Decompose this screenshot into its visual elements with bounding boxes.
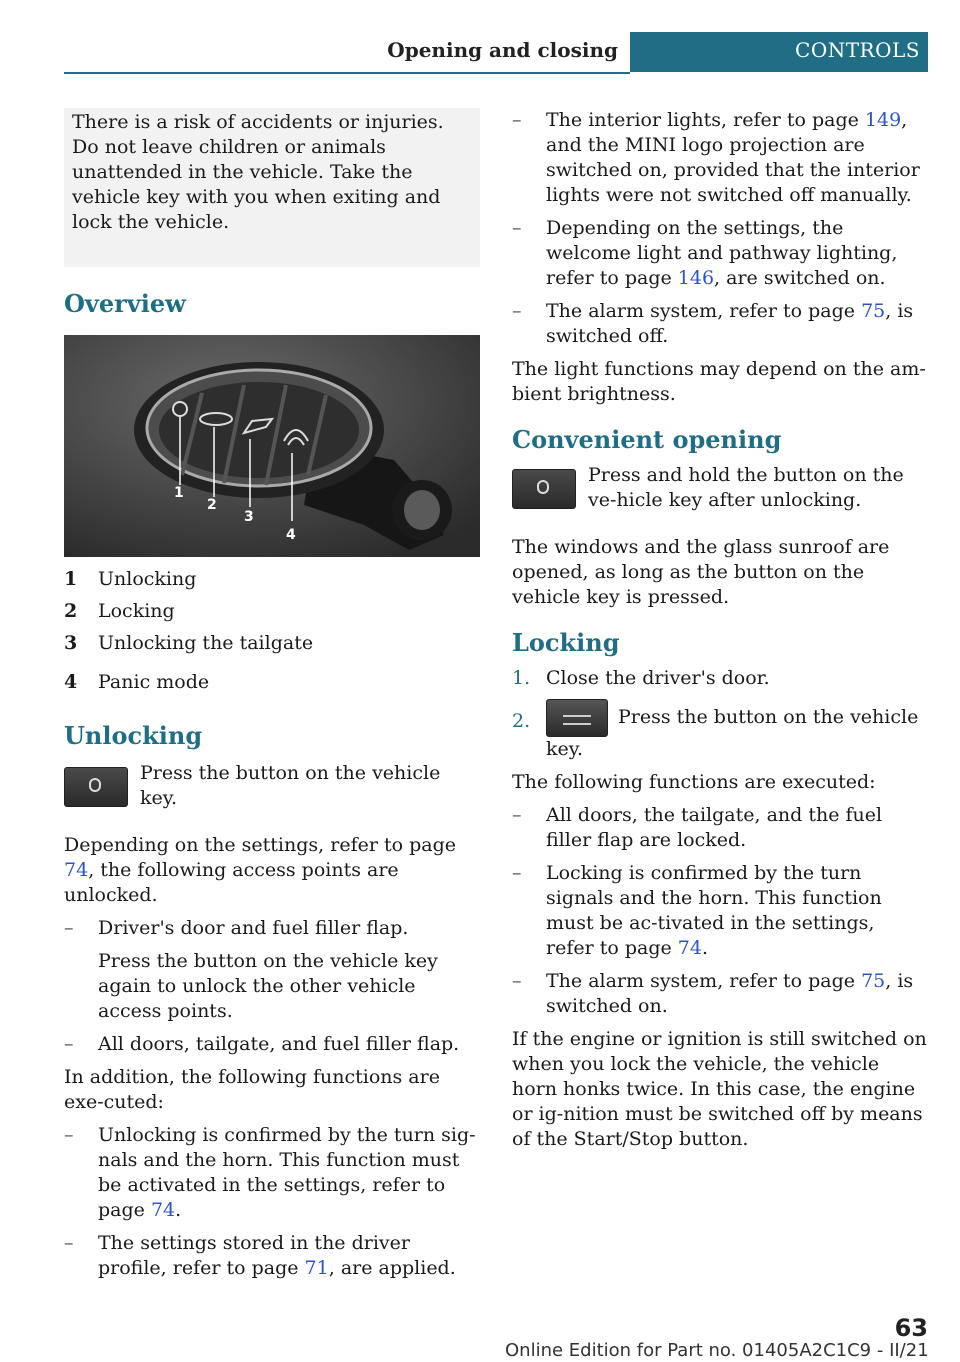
text: . <box>175 1199 182 1221</box>
step-text: Press the button on the vehicle key. <box>546 706 919 760</box>
dash-bullet: – <box>512 300 522 322</box>
text: , are applied. <box>328 1257 456 1279</box>
unlock-key-button-icon <box>64 767 128 807</box>
list-item <box>512 803 928 853</box>
callout-4: 4 <box>286 527 296 543</box>
list-item <box>512 108 928 208</box>
dash-bullet: – <box>512 804 522 826</box>
unlock-button-row <box>64 761 480 827</box>
warning-text: There is a risk of accidents or injuries. Do not leave children or animals unattended in the vehicle. Take the vehicle key with you when exiting and lock the vehicle. <box>72 111 444 233</box>
text: Depending on the settings, refer to page <box>64 834 456 856</box>
text: The alarm system, refer to page <box>546 970 862 992</box>
dash-bullet: – <box>64 1232 74 1254</box>
text: , the following access points are unlocked. <box>64 859 399 906</box>
list-item <box>64 1032 480 1057</box>
step-item <box>512 699 928 762</box>
step-item <box>512 666 928 691</box>
legend-label: Panic mode <box>98 671 210 693</box>
executed-functions-paragraph: The following functions are executed: <box>512 771 876 793</box>
list-item <box>512 299 928 349</box>
text: The alarm system, refer to page <box>546 300 862 322</box>
convenient-paragraph: The windows and the glass sunroof are opened, as long as the button on the vehicle key is pressed. <box>512 536 890 608</box>
legend-number: 4 <box>64 671 78 693</box>
legend-list <box>64 567 480 695</box>
dash-bullet: – <box>64 1033 74 1055</box>
list-item-text <box>98 1231 480 1281</box>
warning-box <box>64 108 480 267</box>
lock-open-icon <box>89 778 101 792</box>
lock-key-button-icon <box>546 699 608 737</box>
dash-bullet: – <box>512 970 522 992</box>
page-link[interactable]: 75 <box>861 970 886 992</box>
list-item <box>64 1123 480 1223</box>
locking-heading: Locking <box>512 628 620 657</box>
callout-3: 3 <box>244 509 254 525</box>
lock-open-icon <box>537 480 549 494</box>
legend-number: 1 <box>64 568 78 590</box>
header-bar <box>64 32 630 74</box>
page-link[interactable]: 74 <box>677 937 702 959</box>
list-item-text <box>546 108 928 208</box>
step-number: 1. <box>512 667 531 689</box>
text: Depending on the settings, the welcome light and pathway lighting, refer to page <box>546 217 898 289</box>
list-item-text <box>98 1123 480 1223</box>
additional-functions-paragraph: In addition, the following functions are exe‐cuted: <box>64 1066 440 1113</box>
page-link[interactable]: 149 <box>864 109 902 131</box>
chapter-title: Opening and closing <box>387 38 618 62</box>
text: Locking is confirmed by the turn signals and the horn. This function must be ac‐tivated in the settings, refer to page <box>546 862 882 959</box>
dash-bullet: – <box>64 917 74 939</box>
legend-item <box>64 631 480 656</box>
text: Unlocking is confirmed by the turn sig‐nals and the horn. This function must be activated in the settings, refer to page <box>98 1124 476 1221</box>
legend-label: Unlocking the tailgate <box>98 632 314 654</box>
legend-item <box>64 567 480 592</box>
step-number: 2. <box>512 710 531 732</box>
convenient-button-row <box>512 463 928 529</box>
page-link[interactable]: 75 <box>861 300 886 322</box>
list-item-text <box>546 969 928 1019</box>
list-item <box>512 216 928 291</box>
callout-1: 1 <box>174 485 184 501</box>
dash-bullet: – <box>64 1124 74 1146</box>
text: The settings stored in the driver profile, refer to page <box>98 1232 410 1279</box>
vehicle-key-illustration <box>64 335 480 557</box>
section-tab <box>630 32 928 72</box>
unlock-button-text: Press the button on the vehicle key. <box>140 762 441 809</box>
convenient-opening-heading: Convenient opening <box>512 425 782 454</box>
step-text: Close the driver's door. <box>546 667 770 689</box>
list-item-text <box>546 216 928 291</box>
legend-label: Unlocking <box>98 568 197 590</box>
page-link[interactable]: 74 <box>64 859 89 881</box>
edition-note: Online Edition for Part no. 01405A2C1C9 - II/21 <box>505 1340 929 1361</box>
dash-bullet: – <box>512 109 522 131</box>
unlocking-heading: Unlocking <box>64 721 203 750</box>
list-item <box>64 1231 480 1281</box>
dash-bullet: – <box>512 862 522 884</box>
mini-logo-icon <box>563 715 591 725</box>
right-column <box>512 108 928 1160</box>
list-item-text: Driver's door and fuel filler flap. <box>98 917 409 939</box>
list-item-text: All doors, the tailgate, and the fuel filler flap are locked. <box>546 804 883 851</box>
dash-bullet: – <box>512 217 522 239</box>
list-item-text <box>546 861 928 961</box>
light-functions-paragraph: The light functions may depend on the am‐bient brightness. <box>512 358 926 405</box>
legend-item <box>64 599 480 624</box>
list-item <box>512 861 928 961</box>
page-number: 63 <box>894 1314 928 1342</box>
list-item <box>64 916 480 1024</box>
section-title: CONTROLS <box>795 38 920 62</box>
list-item-subtext: Press the button on the vehicle key again to unlock the other vehicle access points. <box>98 950 438 1022</box>
page-link[interactable]: 71 <box>304 1257 329 1279</box>
text: , and the MINI logo projection are switched on, provided that the interior lights were not switched off manually. <box>546 109 920 206</box>
page-link[interactable]: 74 <box>150 1199 176 1221</box>
callout-2: 2 <box>207 497 217 513</box>
legend-label: Locking <box>98 600 175 622</box>
unlocking-paragraph <box>64 833 480 908</box>
legend-number: 3 <box>64 632 78 654</box>
text: , are switched on. <box>714 267 886 289</box>
overview-heading: Overview <box>64 289 186 318</box>
text: , is switched on. <box>546 970 914 1017</box>
vehicle-key-figure <box>64 335 480 557</box>
convenient-button-text: Press and hold the button on the ve‐hicle key after unlocking. <box>588 464 904 511</box>
unlock-key-button-icon <box>512 469 576 509</box>
left-column <box>64 108 480 1289</box>
legend-item <box>64 670 480 695</box>
list-item-text: All doors, tailgate, and fuel filler flap. <box>98 1033 460 1055</box>
list-item-text <box>546 299 928 349</box>
text: . <box>701 937 709 959</box>
legend-number: 2 <box>64 600 78 622</box>
list-item <box>512 969 928 1019</box>
text: , is switched off. <box>546 300 914 347</box>
text: The interior lights, refer to page <box>546 109 865 131</box>
horn-paragraph: If the engine or ignition is still switched on when you lock the vehicle, the vehicle horn honks twice. In this case, the engine or ig‐nition must be switched off by means of the Start/Stop button. <box>512 1028 927 1150</box>
page-link[interactable]: 146 <box>677 267 715 289</box>
